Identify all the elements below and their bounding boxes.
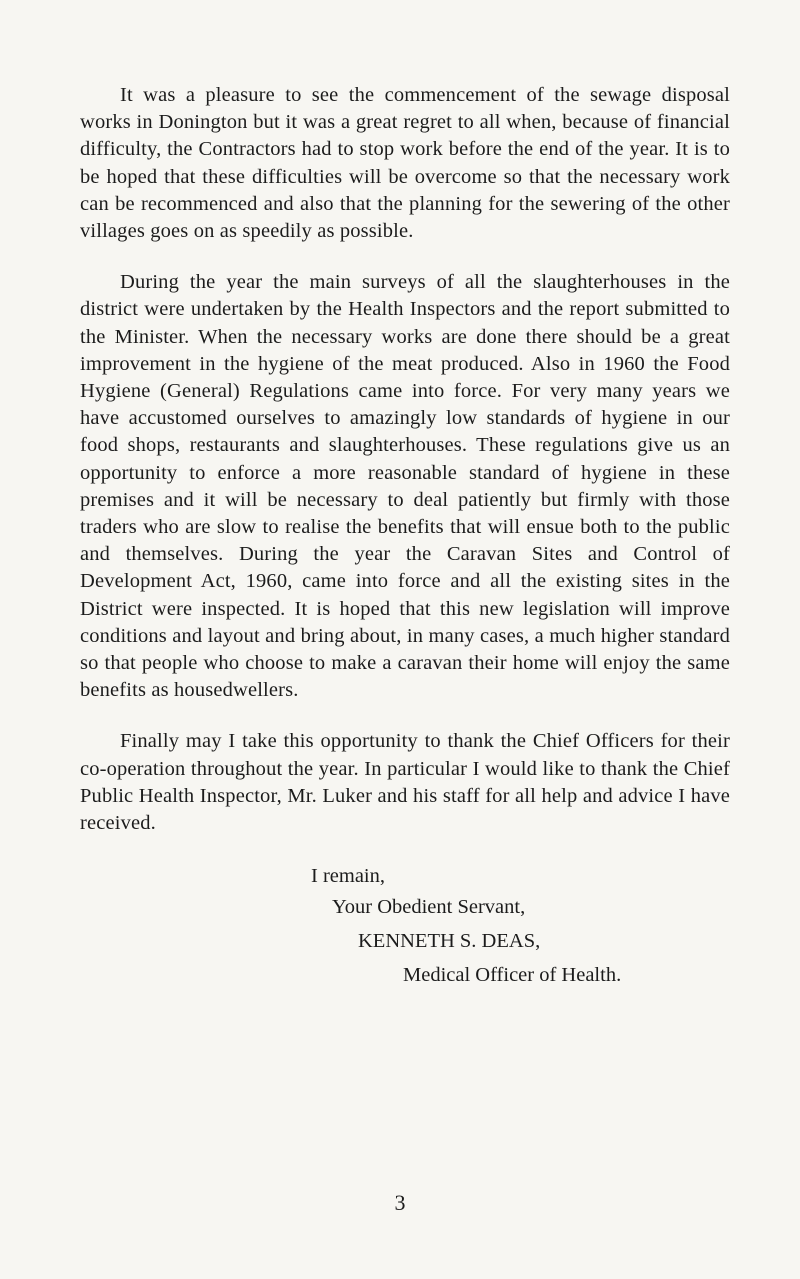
paragraph-sewage-disposal: It was a pleasure to see the commencement of the sewage disposal works in Donington but it was a great regret to all when, because of financial difficulty, the Contractors had to stop work before the end of the year. It is to be hoped that these difficulties will be overcome so that the necessary work can be recommenced and also that the planning for the sewering of the other villages goes on as speedily as possible.	[80, 84, 730, 243]
paragraph-slaughterhouses-hygiene: During the year the main surveys of all the slaughterhouses in the district were undertaken by the Health Inspectors and the report submitted to the Minister. When the necessary works are done there should be a great improvement in the hygiene of the meat produced. Also in 1960 the Food Hygiene (General) Regulations came into force. For very many years we have accustomed ourselves to amazingly low standards of hygiene in our food shops, restaurants and slaughterhouses. These regulations give us an opportunity to enforce a more reasonable standard of hygiene in these premises and it will be necessary to deal patiently but firmly with those traders who are slow to realise the benefits that will ensue both to the public and themselves. During the year the Caravan Sites and Control of Development Act, 1960, came into force and all the existing sites in the District were inspected. It is hoped that this new legislation will improve conditions and layout and bring about, in many cases, a much higher standard so that people who choose to make a caravan their home will enjoy the same benefits as housedwellers.	[80, 271, 730, 702]
letter-body	[80, 82, 730, 991]
signatory-title: Medical Officer of Health.	[403, 964, 622, 987]
page-number: 3	[394, 1190, 406, 1215]
paragraph-thanks: Finally may I take this opportunity to thank the Chief Officers for their co-operation throughout the year. In particular I would like to thank the Chief Public Health Inspector, Mr. Luker and his staff for all help and advice I have received.	[80, 730, 730, 835]
closing-servant: Your Obedient Servant,	[332, 896, 526, 919]
closing-remain: I remain,	[311, 865, 385, 888]
signatory-name: KENNETH S. DEAS,	[358, 930, 541, 953]
letter-closing	[80, 861, 730, 991]
